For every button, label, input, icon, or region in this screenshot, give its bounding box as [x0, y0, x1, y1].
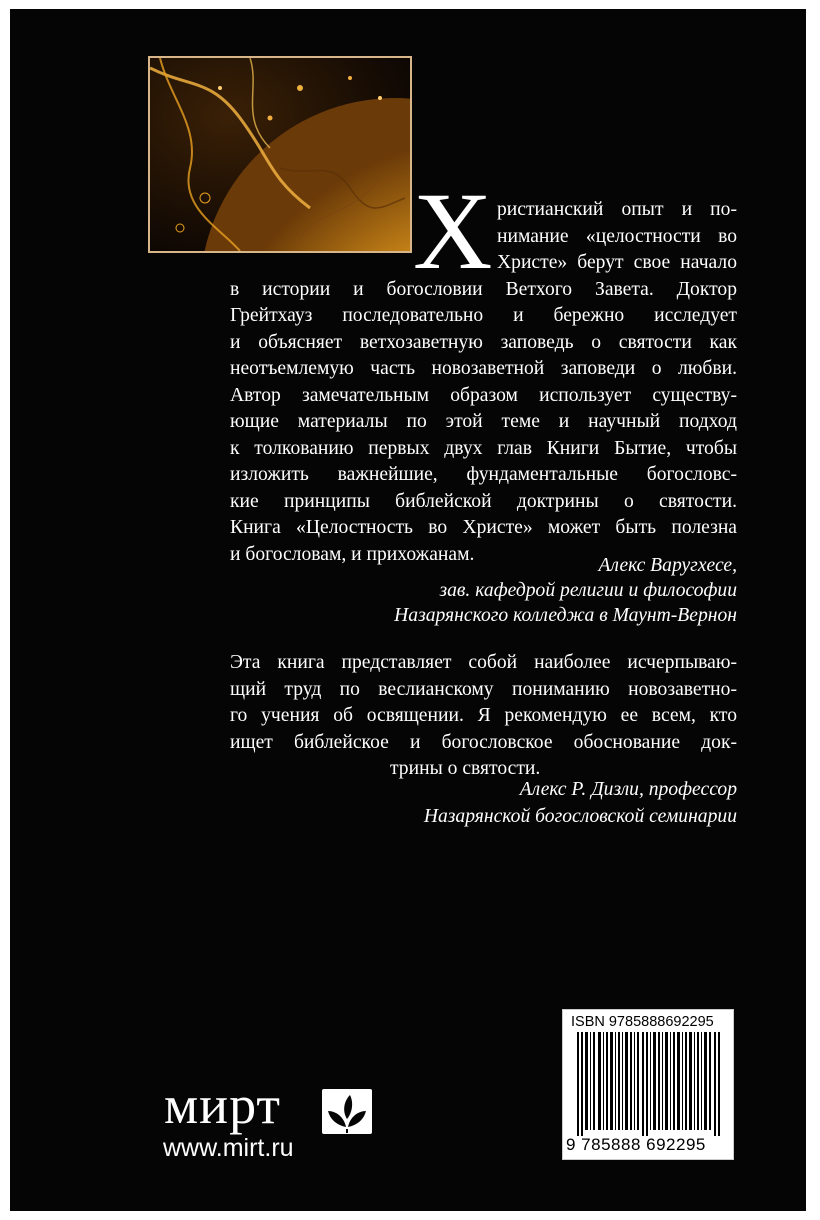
- isbn-barcode: [562, 1009, 734, 1160]
- isbn-label: ISBN 9785888692295: [571, 1014, 714, 1030]
- text-line: в истории и богословии Ветхого Завета. Доктор: [230, 278, 737, 300]
- text-line: Книга «Целостность во Христе» может быть полезна: [230, 517, 737, 538]
- author-affiliation: Назарянской богословской семинарии: [423, 806, 737, 827]
- text-line: Христе» берут свое начало: [497, 252, 737, 273]
- text-line: кие принципы библейской доктрины о святости.: [230, 490, 737, 512]
- quote2-body: [230, 650, 737, 783]
- quote2-attribution: [380, 776, 737, 830]
- text-line: изложить важнейшие, фундаментальные богословс-: [230, 464, 737, 485]
- text-line: щий труд по веслианскому пониманию новозаветно-: [230, 678, 737, 700]
- text-line: ристианский опыт и по-: [497, 199, 737, 220]
- quote1-body: [230, 277, 737, 569]
- text-line-last: и богословам, и прихожанам.: [230, 543, 475, 565]
- author-affiliation: Назарянского колледжа в Маунт-Вернон: [394, 605, 737, 626]
- quote1-attribution: [330, 553, 737, 628]
- barcode-digits: 9 785888 692295: [566, 1135, 706, 1154]
- author-name: Алекс Р. Дизли, профессор: [519, 779, 737, 800]
- text-line: ющие материалы по этой теме и научный подход: [230, 411, 737, 432]
- publisher-url: www.mirt.ru: [163, 1134, 294, 1162]
- author-name: Алекс Варугхесе,: [598, 555, 737, 576]
- myrtle-leaf-icon: [322, 1089, 372, 1134]
- author-title: зав. кафедрой религии и философии: [439, 580, 737, 601]
- text-line: Грейтхауз последовательно и бережно исследует: [230, 305, 737, 326]
- text-line-last: трины о святости.: [390, 758, 541, 779]
- text-line: Автор замечательным образом использует существу-: [230, 384, 737, 406]
- text-line: ищет библейское и богословское обоснование док-: [230, 731, 737, 753]
- quote1-indented-block: [497, 197, 737, 277]
- publisher-logo-text: мирт: [164, 1075, 281, 1135]
- drop-cap: Х: [413, 170, 493, 292]
- text-line: неотъемлемую часть новозаветной заповеди о любви.: [230, 358, 737, 379]
- text-line: и объясняет ветхозаветную заповедь о святости как: [230, 331, 737, 353]
- golden-sphere-image: [150, 58, 410, 251]
- text-line: Эта книга представляет собой наиболее исчерпываю-: [230, 652, 737, 673]
- text-line: нимание «целостности во: [497, 225, 737, 247]
- text-line: го учения об освящении. Я рекомендую ее всем, кто: [230, 705, 737, 726]
- cover-illustration: [148, 56, 412, 253]
- text-line: к толкованию первых двух глав Книги Бытие, чтобы: [230, 437, 737, 459]
- barcode-bars: [563, 1032, 733, 1144]
